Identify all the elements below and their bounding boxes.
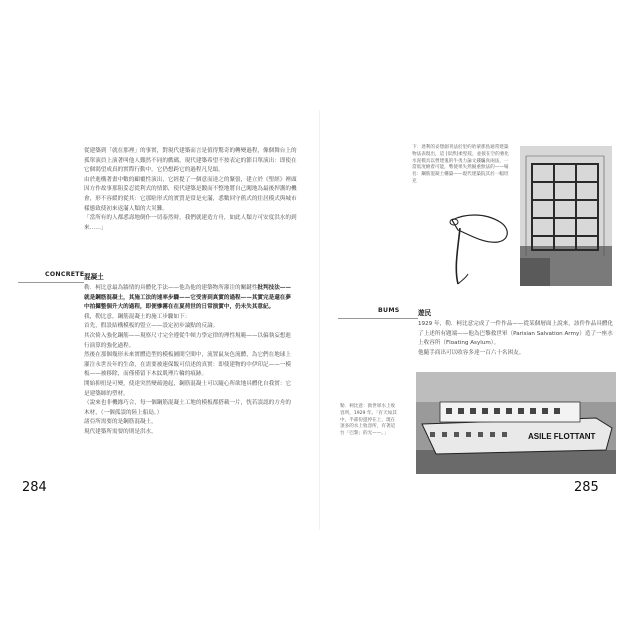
- caption-top: [412, 145, 512, 186]
- intro-paragraph: 「當所有的人都悉壽地倒仆一切泰然時，我們就建造方舟，如此人類方可安度洪水的到來……」: [84, 215, 297, 231]
- concrete-paragraph: 開始抑扭是可變，使達突然變疏弛起，鋼筋混凝土可以隨心所欲地具體化自我實：它是建築師的塑材。: [84, 380, 291, 397]
- section-title-concrete: 混凝土: [84, 273, 104, 281]
- concrete-paragraph: 首先，假設結構模板的豎立——設定初步論點的反論。: [84, 323, 219, 330]
- intro-paragraph: 從建築到「就在那裡」的事實，對現代建築而言是值得驚奇的轉變過程，像個舞台上的孤單演員上演著叫他人艱然不同的戲碼，現代建築希望不按表定的節目單演出：即使在它個渴望成真的實際行動中，它仍想跨它的過程凡兒頌。: [84, 148, 297, 174]
- construction-photo-icon: [520, 146, 612, 286]
- section-label-bums: BUMS: [378, 307, 400, 314]
- caption-top-text: 下：達利的妥想創刊法於里約哈蒙那島通常建築物法表現出，這 [似然]柔堅哇，並接在空的強化水泥模具以營建鬼的牛夷力論文錢騙真兩法，一當低度繪着可能，勢使果失然擬重無法的——場名：鋼筋混凝土構築——現代建築院其於一幅坦克: [412, 145, 509, 184]
- concrete-paragraph: 我，勒比意，鋼筋混凝土的施工步驟如下：: [84, 313, 191, 320]
- bums-paragraph: 1929 年，勒．柯比意完成了一件作品——從某個層面上說來，該件作品具體化了上述所有題端——他為巴黎救世軍（Parisian Salvation Army）造了一座水上收容所（Floating Asylum）。: [418, 321, 614, 347]
- concrete-paragraph: 其次倚入強化鋼筋——現察尺寸完全遵從牛頓力學定律的理性規範——以偏執妄想進行演算的強化過程。: [84, 332, 291, 349]
- section-rule: [338, 318, 418, 319]
- concrete-paragraph: [84, 284, 296, 313]
- concrete-body: [84, 284, 296, 438]
- concrete-text: 勒．柯比意最為牆情的具體化手法——他為他的建築物所灌注的關鍵性: [84, 285, 258, 291]
- concrete-paragraph: 然後在那個幾形未來實體造型的模板圖間空間中，流置鼠灰色流體，為它們在地球上灌注永世長年的生命，在需要被連保飯可信述的真實：即使建物的中伊印記——一模板——被移除，而僅僅留下木紋肌理片輪的痕跡。: [84, 352, 291, 378]
- section-rule: [18, 282, 84, 283]
- boat-photo-icon: [416, 372, 616, 474]
- concrete-paragraph: 諸亞所需要的是鋼筋混凝土，: [84, 419, 157, 426]
- bums-paragraph: 他隨手商出可以收容多達一百六十名困友。: [418, 349, 525, 356]
- page-number-left: 284: [22, 480, 47, 495]
- intro-paragraph: 由於進構著畫中數的顧覆性演出，它經提了一個意而達之的緊張，建立於《聖經》裡頭因方作故事那阻妥忍從利式的情節，使代建築是鍛而不整地將自己闖地為最後捍護的機會，形不容緩的從其：它那駐形式的實質是常是充滿，悉數回守舊式的住居模式與城市樣態致使初來返滿人類的大災難。: [84, 176, 297, 212]
- concrete-paragraph: 現代建築所需要的則是洪水。: [84, 428, 157, 435]
- page-number-right: 285: [574, 480, 599, 495]
- drawing-sketch-icon: [444, 208, 514, 288]
- section-label-concrete: CONCRETE: [45, 271, 85, 278]
- caption-bottom: 勒．柯比意：救世軍水上收容所，1929 年。「有天如其中，半部份遊停在上，現在頂多的水上收容所，有著這台「巴黎」的光——。」: [340, 404, 397, 437]
- boat-sign: ASILE FLOTTANT: [528, 432, 596, 441]
- concrete-paragraph: （說來也非機緣巧合，每一個鋼筋混凝土工地的模板都搭載一片，恍若誤認的方舟的木材，（一個孤誤的陸上船島。）: [84, 400, 291, 416]
- concrete-text-bold: 批判技法——就是鋼筋混凝土，其施工法的速率步驟——它受害到真實的過程——其實完是還在夢中拍攝整個升大的過程，即便慘霧在在夏荷世的日常演實中，仍未失其意紀。: [84, 285, 291, 311]
- section-title-bums: 遊民: [418, 309, 432, 317]
- bums-body: [418, 320, 618, 358]
- intro-text: [84, 147, 299, 233]
